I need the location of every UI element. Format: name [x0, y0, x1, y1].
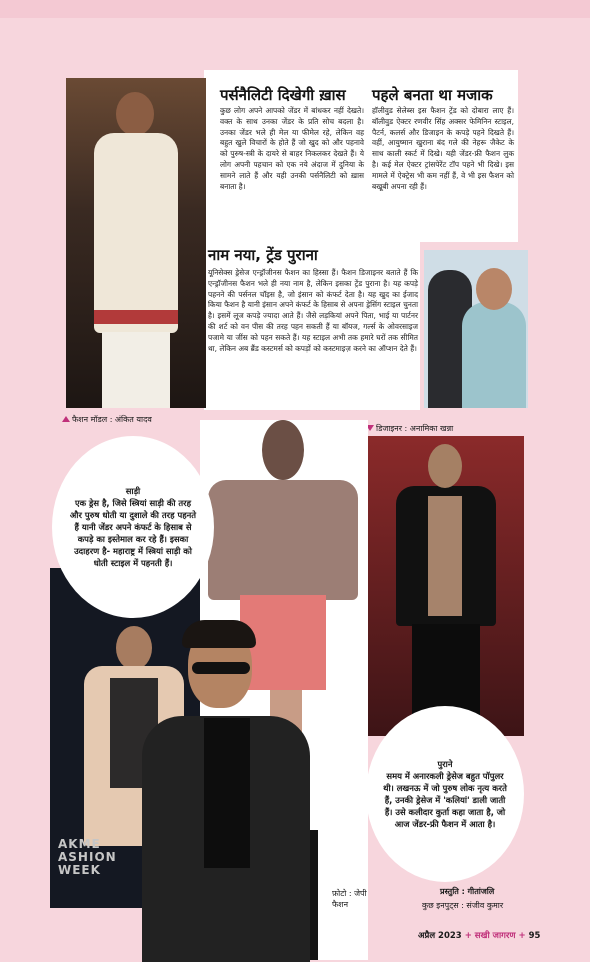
model-head: [116, 92, 154, 136]
actor-hair: [182, 620, 256, 648]
section1-title: पर्सनैलिटी दिखेगी ख़ास: [220, 86, 346, 104]
center-model-head: [262, 420, 304, 480]
section2-title: पहले बनता था मजाक: [372, 86, 493, 104]
section1-body: कुछ लोग अपने आपको जेंडर में बांधकर नहीं देखते। वक्त के साथ उनका जेंडर के प्रति सोच बदला है। उनका जेंडर भले ही मेल या फीमेल रहे, लेकिन वह बहुत खुले विचारों के होते हैं जो खुद को और पहनावे को पुरुष-स्त्री के दायरे से बाहर निकलकर देखते हैं। ये लोग अपनी पहचान को एक नये अंदाज में दुनिया के सामने लाते हैं और यही उनकी पर्सनैलिटी को ख़ास बनाता है।: [220, 106, 364, 191]
couple-man-shirt: [462, 302, 526, 408]
model-dhoti: [102, 332, 170, 408]
page-number: 95: [528, 931, 541, 941]
photo-credit: फ़ोटो : जेपी फैशन: [332, 889, 367, 909]
fashion-model-photo: [66, 78, 206, 408]
anarkali-info-bubble: [366, 706, 524, 882]
foreground-actor-photo: [126, 620, 316, 962]
sari-info-bubble: [52, 436, 214, 618]
caption-model: फैशन मॉडल : अंकित यादव: [62, 414, 152, 425]
section3-title: नाम नया, ट्रेंड पुराना: [208, 246, 318, 264]
anarkali-bubble-text: समय में अनारकली ड्रेसेज बहुत पॉपुलर थी। लखनऊ में जो पुरुष लोक नृत्य करते हैं, उनकी ड्रेसेज में 'कलियां' डाली जाती हैं। उसे कलीदार कुर्ता कहा जाता है, जो आज जेंडर-फ्री फैशन में आता है।: [383, 771, 507, 829]
runway-chest: [428, 496, 462, 616]
model-jacket: [94, 133, 178, 333]
section2-body: हॉलीवुड सेलेब्स इस फैशन ट्रेंड को दोबारा लाए हैं। बॉलीवुड ऐक्टर रणवीर सिंह अक्सर फेमिनिन स्टाइल, पैटर्न, कलर्स और डिजाइन के कपड़े पहने दिखते हैं। वहीं, आयुष्मान खुराना बंद गले की नेहरू जैकेट के साथ काली स्कर्ट में दिखे। यही जेंडर-फ्री फैशन लुक है। कई मेल ऐक्टर ट्रांसपेरेंट टॉप पहने भी दिखे। इस मामले में ऐक्ट्रेस भी कम नहीं हैं, वे भी इस फैशन को बखूबी अपना रही हैं।: [372, 106, 514, 191]
footer-plus-2: +: [518, 931, 526, 941]
page-footer: [418, 930, 540, 941]
lakme-fashion-week-text: AKME ASHION WEEK: [58, 837, 117, 877]
center-model-shirt: [208, 480, 358, 600]
sunglasses-icon: [192, 662, 250, 674]
some-inputs-credit: कुछ इनपुट्स : संजीव कुमार: [422, 901, 504, 910]
runway-head: [428, 444, 462, 488]
model-embroidery: [94, 310, 178, 324]
couple-man-head: [476, 268, 512, 310]
anarkali-bubble-heading: पुराने: [437, 759, 453, 769]
issue-date: अप्रैल 2023: [418, 931, 462, 941]
top-band: [0, 0, 590, 18]
caption-designer: डिजाइनर : अनामिका खन्ना: [366, 423, 453, 434]
sari-bubble-heading: साड़ी: [125, 486, 141, 496]
footer-plus-1: +: [464, 931, 472, 941]
runway-designer-photo: [366, 436, 524, 736]
magazine-brand: सखी जागरण: [474, 931, 516, 941]
celebrity-couple-photo: [424, 250, 528, 408]
triangle-marker-icon: [62, 416, 70, 422]
presented-by: प्रस्तुति : गीतांजलि: [440, 887, 495, 896]
sari-bubble-text: एक ड्रेस है, जिसे स्त्रियां साड़ी की तरह और पुरुष धोती या दुशाले की तरह पहनते हैं यानी जेंडर अपने कंफर्ट के हिसाब से कपड़े का इस्तेमाल कर रहे हैं। इसका उदाहरण है- महाराष्ट्र में स्त्रियां साड़ी को धोती स्टाइल में पहनती हैं।: [69, 498, 197, 568]
actor-shirt: [204, 718, 250, 868]
section3-body: यूनिसेक्स ड्रेसेज एन्ड्रॉजीनस फैशन का हिस्सा हैं। फैशन डिजाइनर बताते हैं कि एन्ड्रॉजीनस फैशन भले ही नया नाम है, लेकिन इसका ट्रेंड पुराना है। यह कपड़े पहनने की पर्सनल चॉइस है, जो इंसान को कंफर्ट देता है। यह खुद का ईजाद किया फैशन है यानी इंसान अपने कंफर्ट के हिसाब से अपना ड्रेसिंग स्टाइल चुनता है। इसमें लूज कपड़े ज्यादा आते हैं। जैसे लड़कियां अपने पिता, भाई या पार्टनर की शर्ट को वन पीस की तरह पहन सकती हैं या बॉयज, गर्ल्स के ओवरसाइज पजामे या जींस को पहन सकते हैं। यह स्टाइल अभी तक हमारे घरों तक सीमित था, लेकिन अब ब्रैंड कस्टमर्स को कपड़ों को कस्टमाइज़ करने का ऑप्शन देते हैं।: [208, 268, 418, 353]
